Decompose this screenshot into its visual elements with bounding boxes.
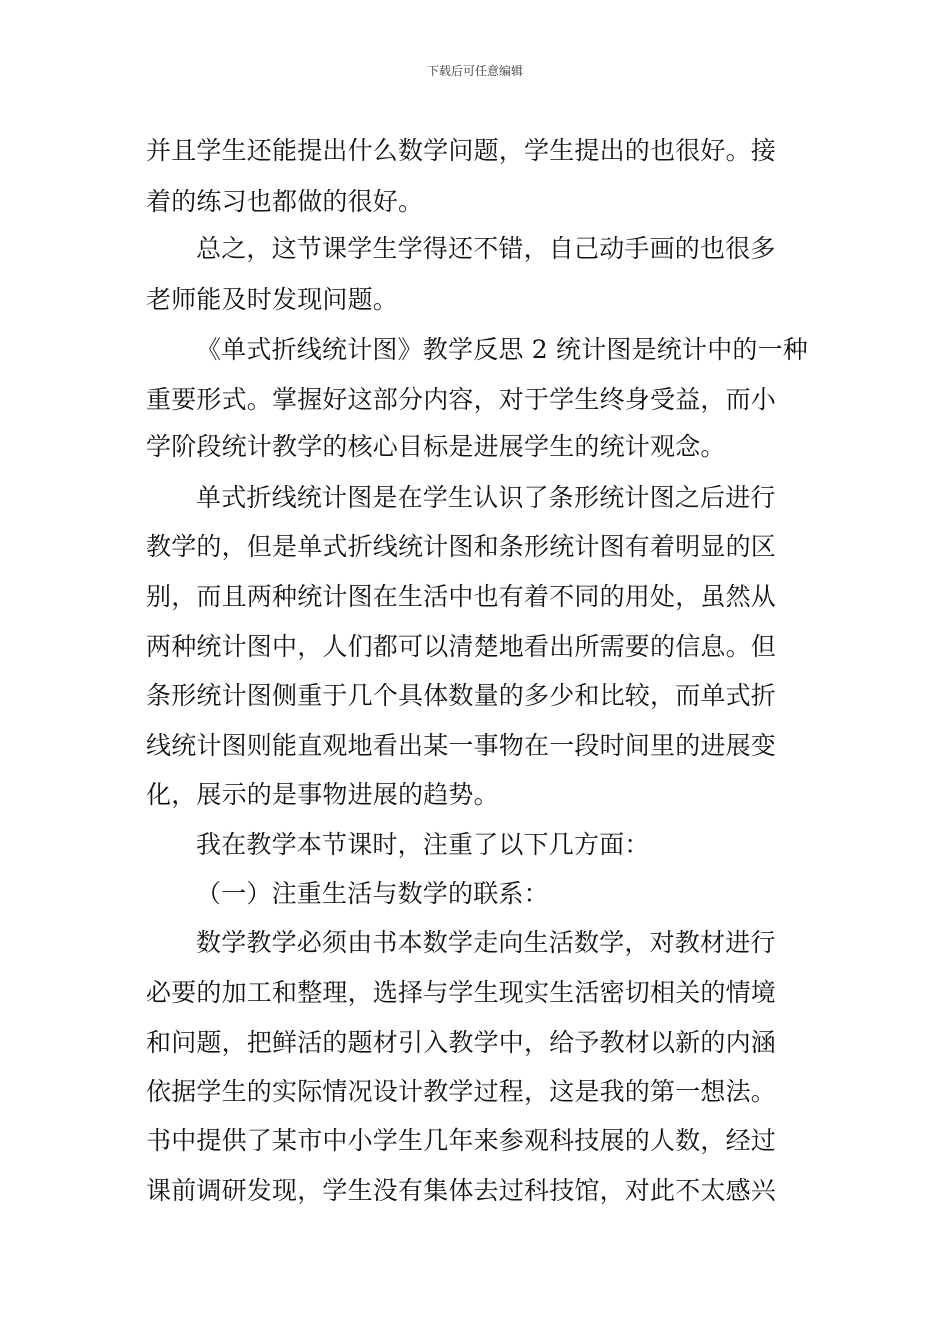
text-line: 两种统计图中，人们都可以清楚地看出所需要的信息。但 [146,632,777,661]
text-line: （一）注重生活与数学的联系： [196,879,549,908]
text-line: 《单式折线统计图》教学反思 2 统计图是统计中的一种 [196,335,809,364]
text-line: 依据学生的实际情况设计教学过程，这是我的第一想法。 [146,1077,777,1106]
page-header: 下载后可任意编辑 [426,64,523,78]
text-line: 线统计图则能直观地看出某一事物在一段时间里的进展变 [146,731,777,760]
text-line: 学阶段统计教学的核心目标是进展学生的统计观念。 [146,432,726,461]
text-line: 课前调研发现，学生没有集体去过科技馆，对此不太感兴 [146,1176,777,1205]
text-line: 并且学生还能提出什么数学问题，学生提出的也很好。接 [146,136,777,165]
text-line: 重要形式。掌握好这部分内容，对于学生终身受益，而小 [146,385,777,414]
text-line: 别，而且两种统计图在生活中也有着不同的用处，虽然从 [146,582,777,611]
text-line: 书中提供了某市中小学生几年来参观科技展的人数，经过 [146,1126,777,1155]
text-line: 必要的加工和整理，选择与学生现实生活密切相关的情境 [146,978,777,1007]
text-line: 我在教学本节课时，注重了以下几方面： [196,830,650,859]
text-line: 老师能及时发现问题。 [146,285,399,314]
text-line: 着的练习也都做的很好。 [146,187,424,216]
text-line: 和问题，把鲜活的题材引入教学中，给予教材以新的内涵 [146,1028,777,1057]
text-line: 总之，这节课学生学得还不错，自己动手画的也很多 [196,234,776,263]
text-line: 条形统计图侧重于几个具体数量的多少和比较，而单式折 [146,681,777,710]
text-line: 数学教学必须由书本数学走向生活数学，对教材进行 [196,928,776,957]
text-line: 教学的，但是单式折线统计图和条形统计图有着明显的区 [146,532,777,561]
text-line: 单式折线统计图是在学生认识了条形统计图之后进行 [196,483,776,512]
text-line: 化，展示的是事物进展的趋势。 [146,780,499,809]
